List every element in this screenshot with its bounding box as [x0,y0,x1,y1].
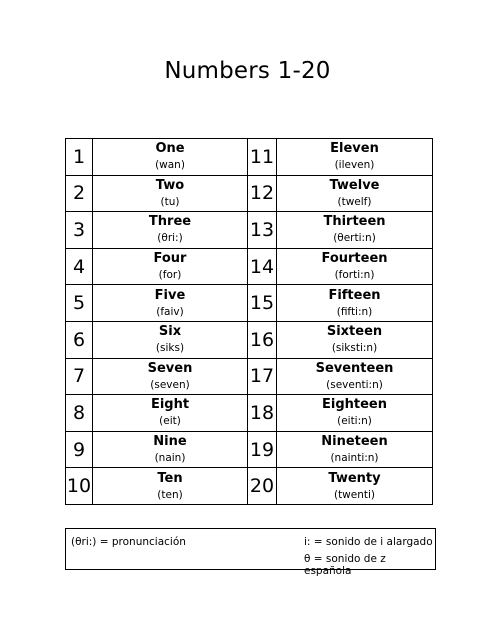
number-word: Eighteen [322,397,387,413]
pronunciation: (wan) [155,159,185,172]
table-row [66,395,433,432]
table-row [66,468,433,505]
word-cell [277,358,433,395]
word-cell [277,212,433,249]
word-cell [93,212,248,249]
number-cell: 8 [66,395,93,432]
number-word: Twelve [329,177,380,193]
number-cell: 14 [248,248,277,285]
number-cell: 5 [66,285,93,322]
word-cell [277,468,433,505]
pronunciation: (nain) [154,451,186,464]
number-cell: 6 [66,321,93,358]
word-cell [277,321,433,358]
number-word: Six [158,324,182,340]
word-cell [277,175,433,212]
word-cell [93,358,248,395]
table-row [66,248,433,285]
number-word: Two [155,177,185,193]
number-word: Fifteen [328,287,381,303]
word-cell [93,139,248,176]
table-row [66,431,433,468]
pronunciation: (eit) [159,415,181,428]
number-word: Thirteen [323,214,386,230]
number-cell: 2 [66,175,93,212]
pronunciation: (twelf) [337,195,372,208]
number-word: Nineteen [321,434,388,450]
word-cell [93,175,248,212]
table-row [66,212,433,249]
number-cell: 1 [66,139,93,176]
legend-long-i-note: i: = sonido de i alargado [304,536,433,548]
number-word: Ten [157,470,183,486]
number-word: Seventeen [315,360,394,376]
pronunciation: (θri:) [157,232,183,245]
pronunciation: (siksti:n) [331,342,378,355]
pronunciation: (faiv) [156,305,184,318]
table-row [66,321,433,358]
word-cell [93,468,248,505]
pronunciation: (θerti:n) [333,232,376,245]
table-row [66,285,433,322]
pronunciation: (twenti) [333,488,376,501]
word-cell [277,139,433,176]
number-cell: 7 [66,358,93,395]
word-cell [93,285,248,322]
number-cell: 3 [66,212,93,249]
number-word: Nine [153,434,187,450]
pronunciation: (ten) [157,488,183,501]
pronunciation: (forti:n) [334,269,375,282]
word-cell [93,248,248,285]
page-title: Numbers 1-20 [164,58,331,84]
pronunciation: (for) [158,269,182,282]
word-cell [277,285,433,322]
word-cell [93,431,248,468]
number-cell: 15 [248,285,277,322]
number-cell: 20 [248,468,277,505]
number-cell: 13 [248,212,277,249]
word-cell [93,321,248,358]
number-cell: 12 [248,175,277,212]
pronunciation: (seven) [150,378,190,391]
number-cell: 19 [248,431,277,468]
word-cell [277,395,433,432]
number-word: One [155,141,185,157]
number-cell: 11 [248,139,277,176]
table-row [66,139,433,176]
number-word: Eight [150,397,190,413]
table-row [66,358,433,395]
number-word: Eleven [330,141,379,157]
pronunciation: (fifti:n) [336,305,373,318]
number-word: Sixteen [326,324,383,340]
word-cell [277,431,433,468]
word-cell [277,248,433,285]
pronunciation: (seventi:n) [326,378,383,391]
legend-pronunciation-note: (θri:) = pronunciación [71,536,186,548]
word-cell [93,395,248,432]
number-word: Twenty [328,470,381,486]
number-cell: 18 [248,395,277,432]
number-word: Four [153,251,187,267]
pronunciation: (nainti:n) [330,451,379,464]
pronunciation-legend [65,528,436,577]
pronunciation: (siks) [155,342,185,355]
number-cell: 9 [66,431,93,468]
number-word: Fourteen [321,251,388,267]
pronunciation: (tu) [160,195,180,208]
number-word: Five [154,287,186,303]
number-word: Seven [147,360,193,376]
number-cell: 10 [66,468,93,505]
pronunciation: (eiti:n) [337,415,372,428]
number-cell: 17 [248,358,277,395]
table-row [66,175,433,212]
legend-theta-note: θ = sonido de z española [304,553,386,577]
pronunciation: (ileven) [334,159,375,172]
number-cell: 16 [248,321,277,358]
number-cell: 4 [66,248,93,285]
number-word: Three [148,214,192,230]
numbers-table [65,138,433,505]
